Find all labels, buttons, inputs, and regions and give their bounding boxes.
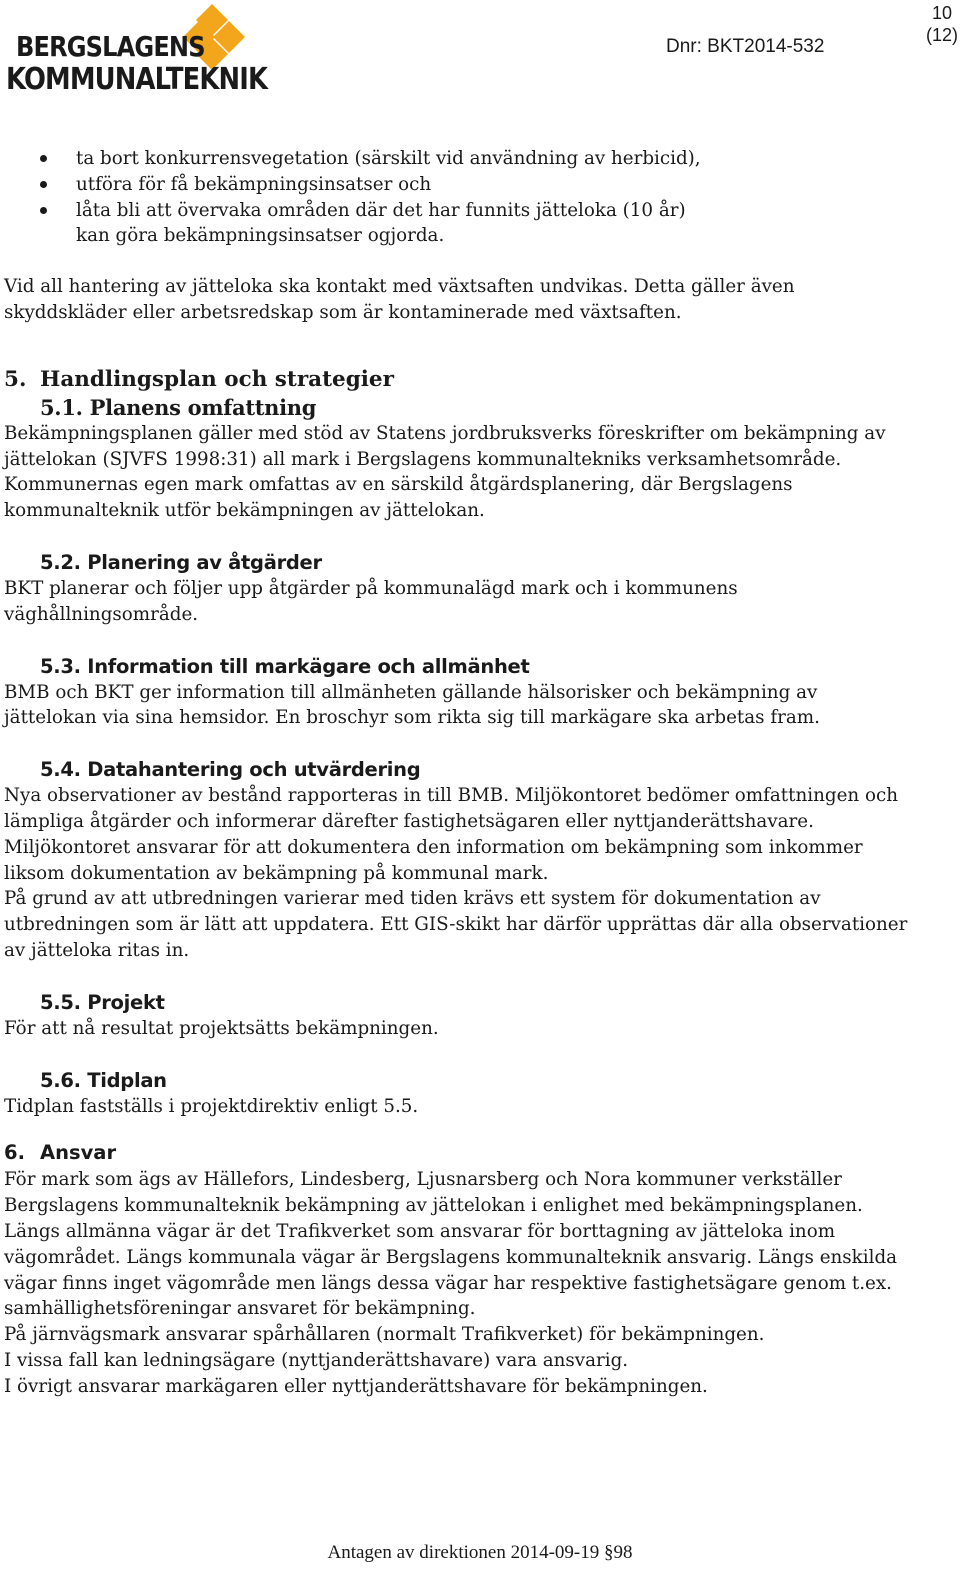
subsection-heading-5-6: 5.6. Tidplan: [40, 1068, 167, 1092]
logo-text-line2: KOMMUNALTEKNIK: [6, 62, 268, 97]
intro-paragraph: Vid all hantering av jätteloka ska kontakt med växtsaften undvikas. Detta gäller även skyddskläder eller arbetsredskap som är kontaminerade med växtsaften.: [4, 276, 795, 323]
subsection-heading-5-2: 5.2. Planering av åtgärder: [40, 550, 322, 574]
bullet-list: [4, 146, 924, 249]
paragraph-5-1: Bekämpningsplanen gäller med stöd av Statens jordbruksverks föreskrifter om bekämpning av jättelokan (SJVFS 1998:31) all mark i Bergslagens kommunaltekniks verksamhetsområde. Kommunernas egen mark omfattas av en särskild åtgärdsplanering, där Bergslagens kommunalteknik utför bekämpningen av jättelokan.: [4, 422, 886, 522]
paragraph-6b: Längs allmänna vägar är det Trafikverket som ansvarar för borttagning av jätteloka inom vägområdet. Längs kommunala vägar är Bergslagens kommunalteknik ansvarig. Längs enskilda vägar finns inget vägområde men längs dessa vägar har respektive fastighetsägare genom t.ex. samhällighetsföreningar ansvaret för bekämpning.: [4, 1220, 898, 1320]
list-item: ta bort konkurrensvegetation (särskilt vid användning av herbicid),: [4, 146, 924, 172]
section-heading-5: 5. Handlingsplan och strategier: [4, 366, 394, 392]
document-body: [4, 146, 924, 1400]
bullet-icon: [40, 181, 47, 188]
paragraph-5-4a: Nya observationer av bestånd rapporteras in till BMB. Miljökontoret bedömer omfattningen och lämpliga åtgärder och informerar därefter fastighetsägaren eller nyttjanderättshavare.: [4, 785, 899, 832]
page-total: (12): [925, 25, 958, 45]
logo-text-line1: BERGSLAGENS: [16, 30, 205, 63]
subsection-heading-5-4: 5.4. Datahantering och utvärdering: [40, 758, 421, 782]
bullet-icon: [40, 155, 47, 162]
subsection-heading-5-3: 5.3. Information till markägare och allmänhet: [40, 654, 530, 678]
paragraph-5-5: För att nå resultat projektsätts bekämpningen.: [4, 1017, 439, 1039]
page-footer: Antagen av direktionen 2014-09-19 §98: [327, 1542, 633, 1563]
page-number: [926, 2, 958, 46]
list-item: utföra för få bekämpningsinsatser och: [4, 172, 924, 198]
subsection-heading-5-1: 5.1. Planens omfattning: [40, 394, 317, 420]
page-current: 10: [931, 3, 952, 23]
document-number: Dnr: BKT2014-532: [666, 36, 825, 57]
section-heading-6: 6. Ansvar: [4, 1141, 117, 1165]
paragraph-6e: I övrigt ansvarar markägaren eller nyttjanderättshavare för bekämpningen.: [4, 1375, 708, 1397]
paragraph-5-6: Tidplan fastställs i projektdirektiv enligt 5.5.: [4, 1095, 419, 1117]
list-item: låta bli att övervaka områden där det har funnits jätteloka (10 år) kan göra bekämpningsinsatser ogjorda.: [4, 198, 716, 250]
company-logo: [2, 4, 268, 97]
paragraph-5-4c: På grund av att utbredningen varierar med tiden krävs ett system för dokumentation av utbredningen som är lätt att uppdatera. Ett GIS-skikt har därför upprättas där alla observationer av jätteloka ritas in.: [4, 888, 908, 961]
paragraph-5-4b: Miljökontoret ansvarar för att dokumentera den information om bekämpning som inkommer liksom dokumentation av bekämpning på kommunal mark.: [4, 836, 863, 884]
paragraph-6a: För mark som ägs av Hällefors, Lindesberg, Ljusnarsberg och Nora kommuner verkställer Bergslagens kommunalteknik bekämpning av jättelokan i enlighet med bekämpningsplanen.: [4, 1169, 863, 1217]
subsection-heading-5-5: 5.5. Projekt: [40, 990, 165, 1014]
bullet-icon: [40, 207, 47, 214]
paragraph-5-3: BMB och BKT ger information till allmänheten gällande hälsorisker och bekämpning av jättelokan via sina hemsidor. En broschyr som rikta sig till markägare ska arbetas fram.: [4, 681, 820, 729]
paragraph-6c: På järnvägsmark ansvarar spårhållaren (normalt Trafikverket) för bekämpningen.: [4, 1324, 765, 1346]
paragraph-5-2: BKT planerar och följer upp åtgärder på kommunalägd mark och i kommunens väghållningsområde.: [4, 577, 738, 625]
paragraph-6d: I vissa fall kan ledningsägare (nyttjanderättshavare) vara ansvarig.: [4, 1349, 629, 1371]
